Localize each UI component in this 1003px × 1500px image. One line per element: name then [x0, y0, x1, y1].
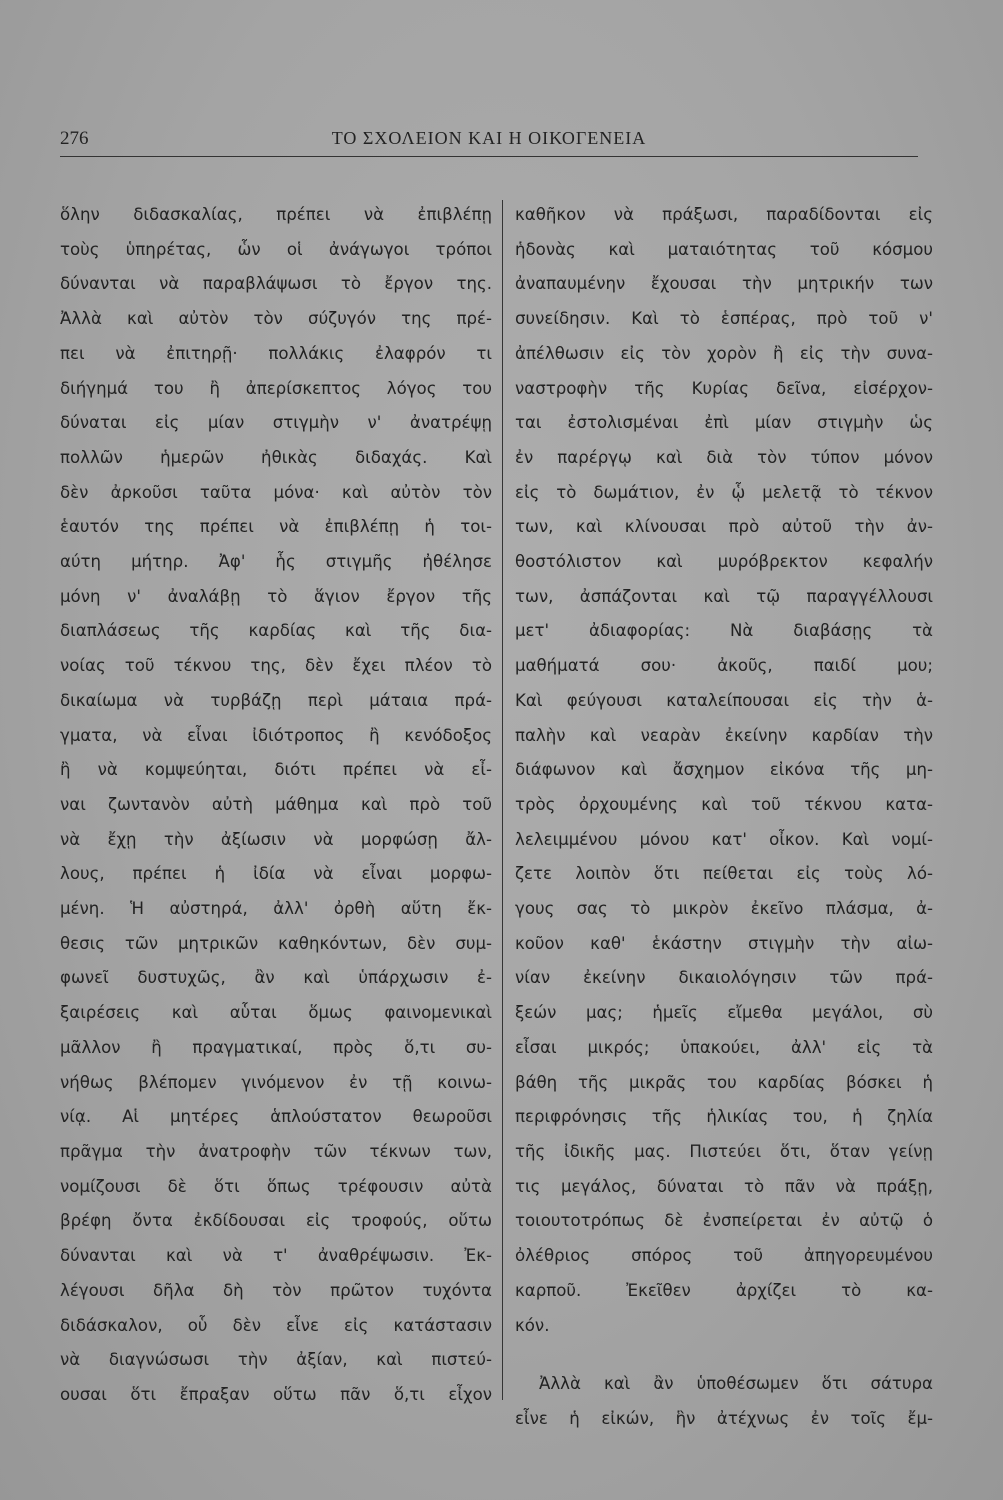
text-line: διαπλάσεως τῆς καρδίας καὶ τῆς δια-	[60, 621, 492, 641]
text-line: ναι ζωντανὸν αὐτὴ μάθημα καὶ πρὸ τοῦ	[60, 794, 492, 814]
text-line: μαθήματά σου· ἀκοῦς, παιδί μου;	[515, 656, 933, 676]
text-line: τῆς ἰδικῆς μας. Πιστεύει ὅτι, ὅταν γείνῃ	[515, 1141, 933, 1161]
text-line: κοῦον καθ' ἑκάστην στιγμὴν τὴν αἰω-	[515, 933, 933, 953]
text-line: διάφωνον καὶ ἄσχημον εἰκόνα τῆς μη-	[515, 760, 933, 780]
left-column	[60, 198, 492, 1418]
text-line: φωνεῖ δυστυχῶς, ἂν καὶ ὑπάρχωσιν ἐ-	[60, 968, 492, 988]
text-line: μόνη ν' ἀναλάβῃ τὸ ἅγιον ἔργον τῆς	[60, 586, 492, 606]
text-line: ἡδονὰς καὶ ματαιότητας τοῦ κόσμου	[515, 239, 933, 259]
text-line: πρᾶγμα τὴν ἀνατροφὴν τῶν τέκνων των,	[60, 1141, 492, 1161]
text-line: βάθη τῆς μικρᾶς του καρδίας βόσκει ἡ	[515, 1072, 933, 1092]
text-line: ουσαι ὅτι ἔπραξαν οὕτω πᾶν ὅ,τι εἶχον	[60, 1384, 492, 1404]
text-line: θεσις τῶν μητρικῶν καθηκόντων, δὲν συμ-	[60, 933, 492, 953]
paragraph-gap	[515, 1343, 933, 1367]
text-line: τοιουτοτρόπως δὲ ἐνσπείρεται ἐν αὐτῷ ὁ	[515, 1211, 933, 1231]
text-line: δύναται εἰς μίαν στιγμὴν ν' ἀνατρέψῃ	[60, 413, 492, 433]
header-rule	[60, 156, 918, 157]
right-column	[515, 198, 933, 1428]
text-line: νοίας τοῦ τέκνου της, δὲν ἔχει πλέον τὸ	[60, 656, 492, 676]
text-line: των, ἀσπάζονται καὶ τῷ παραγγέλλουσι	[515, 586, 933, 606]
running-title: ΤΟ ΣΧΟΛΕΙΟΝ ΚΑΙ Η ΟΙΚΟΓΕΝΕΙΑ	[331, 128, 647, 148]
text-line: ἐν παρέργῳ καὶ διὰ τὸν τύπον μόνον	[515, 447, 933, 467]
text-line: Ἀλλὰ καὶ ἂν ὑποθέσωμεν ὅτι σάτυρα	[539, 1374, 933, 1394]
text-line: εἰς τὸ δωμάτιον, ἐν ᾧ μελετᾷ τὸ τέκνον	[515, 482, 933, 502]
text-line: βρέφη ὄντα ἐκδίδουσαι εἰς τροφούς, οὕτω	[60, 1211, 492, 1231]
text-line: ξαιρέσεις καὶ αὗται ὅμως φαινομενικαὶ	[60, 1003, 492, 1023]
text-line: δὲν ἀρκοῦσι ταῦτα μόνα· καὶ αὐτὸν τὸν	[60, 482, 492, 502]
text-line: ἑαυτόν της πρέπει νὰ ἐπιβλέπῃ ἡ τοι-	[60, 517, 492, 537]
text-line: των, καὶ κλίνουσαι πρὸ αὐτοῦ τὴν ἀν-	[515, 517, 933, 537]
column-divider	[502, 200, 503, 1400]
text-line: ἀπέλθωσιν εἰς τὸν χορὸν ἢ εἰς τὴν συνα-	[515, 343, 933, 363]
text-line: νίαν ἐκείνην δικαιολόγησιν τῶν πρά-	[515, 968, 933, 988]
text-line: ναστροφὴν τῆς Κυρίας δεῖνα, εἰσέρχον-	[515, 378, 933, 398]
text-line: νίᾳ. Αἱ μητέρες ἁπλούστατον θεωροῦσι	[60, 1107, 492, 1127]
text-line: μᾶλλον ἢ πραγματικαί, πρὸς ὅ,τι συ-	[60, 1037, 492, 1057]
page-number: 276	[60, 128, 89, 149]
text-line: ξεών μας; ἡμεῖς εἴμεθα μεγάλοι, σὺ	[515, 1003, 933, 1023]
text-line: εἶνε ἡ εἰκών, ἣν ἀτέχνως ἐν τοῖς ἔμ-	[515, 1408, 933, 1428]
text-line: διήγημά του ἢ ἀπερίσκεπτος λόγος του	[60, 378, 492, 398]
text-line: παλὴν καὶ νεαρὰν ἐκείνην καρδίαν τὴν	[515, 725, 933, 745]
text-line: θοστόλιστον καὶ μυρόβρεκτον κεφαλήν	[515, 552, 933, 572]
text-line: ται ἐστολισμέναι ἐπὶ μίαν στιγμὴν ὡς	[515, 413, 933, 433]
text-line: νὰ διαγνώσωσι τὴν ἀξίαν, καὶ πιστεύ-	[60, 1350, 492, 1370]
text-line: διδάσκαλον, οὗ δὲν εἶνε εἰς κατάστασιν	[60, 1315, 492, 1335]
text-line: δικαίωμα νὰ τυρβάζῃ περὶ μάταια πρά-	[60, 690, 492, 710]
text-line: ὅλην διδασκαλίας, πρέπει νὰ ἐπιβλέπῃ	[60, 205, 492, 224]
text-line: συνείδησιν. Καὶ τὸ ἑσπέρας, πρὸ τοῦ ν'	[515, 309, 933, 329]
text-line: καρποῦ. Ἐκεῖθεν ἀρχίζει τὸ κα-	[515, 1280, 933, 1300]
text-line: εἶσαι μικρός; ὑπακούει, ἀλλ' εἰς τὰ	[515, 1037, 933, 1057]
text-line: ἀναπαυμένην ἔχουσαι τὴν μητρικήν των	[515, 274, 933, 294]
text-line: κόν.	[515, 1315, 550, 1335]
text-line: αύτη μήτηρ. Ἀφ' ἧς στιγμῆς ἠθέλησε	[60, 552, 492, 572]
text-line: Ἀλλὰ καὶ αὐτὸν τὸν σύζυγόν της πρέ-	[60, 309, 492, 329]
text-line: νομίζουσι δὲ ὅτι ὅπως τρέφουσιν αὐτὰ	[60, 1176, 492, 1196]
text-line: ἢ νὰ κομψεύηται, διότι πρέπει νὰ εἶ-	[60, 760, 492, 780]
text-line: ζετε λοιπὸν ὅτι πείθεται εἰς τοὺς λό-	[515, 864, 933, 884]
text-line: γματα, νὰ εἶναι ἰδιότροπος ἢ κενόδοξος	[60, 725, 492, 745]
text-line: νὰ ἔχῃ τὴν ἀξίωσιν νὰ μορφώσῃ ἄλ-	[60, 829, 492, 849]
text-line: δύνανται καὶ νὰ τ' ἀναθρέψωσιν. Ἐκ-	[60, 1246, 492, 1266]
text-line: τρὸς ὀρχουμένης καὶ τοῦ τέκνου κατα-	[515, 794, 933, 814]
text-line: δύνανται νὰ παραβλάψωσι τὸ ἔργον της.	[60, 274, 492, 294]
text-line: λους, πρέπει ἡ ἰδία νὰ εἶναι μορφω-	[60, 864, 492, 884]
text-line: καθῆκον νὰ πράξωσι, παραδίδονται εἰς	[515, 205, 933, 224]
text-line: λελειμμένου μόνου κατ' οἶκον. Καὶ νομί-	[515, 829, 933, 849]
text-line: τοὺς ὑπηρέτας, ὧν οἱ ἀνάγωγοι τρόποι	[60, 239, 492, 259]
text-line: τις μεγάλος, δύναται τὸ πᾶν νὰ πράξῃ,	[515, 1176, 933, 1196]
text-line: πολλῶν ἡμερῶν ἠθικὰς διδαχάς. Καὶ	[60, 447, 492, 467]
text-line: πει νὰ ἐπιτηρῇ· πολλάκις ἐλαφρόν τι	[60, 343, 492, 363]
text-line: μένη. Ἡ αὐστηρά, ἀλλ' ὀρθὴ αὕτη ἔκ-	[60, 899, 492, 919]
page-header	[60, 118, 918, 158]
text-line: νήθως βλέπομεν γινόμενον ἐν τῇ κοινω-	[60, 1072, 492, 1092]
text-line: μετ' ἀδιαφορίας: Νὰ διαβάσῃς τὰ	[515, 621, 933, 641]
text-line: Καὶ φεύγουσι καταλείπουσαι εἰς τὴν ἁ-	[515, 690, 933, 710]
text-line: ὀλέθριος σπόρος τοῦ ἀπηγορευμένου	[515, 1246, 933, 1266]
text-line: περιφρόνησις τῆς ἡλικίας του, ἡ ζηλία	[515, 1107, 933, 1127]
text-line: γους σας τὸ μικρὸν ἐκεῖνο πλάσμα, ἀ-	[515, 899, 933, 919]
text-line: λέγουσι δῆλα δὴ τὸν πρῶτον τυχόντα	[60, 1280, 492, 1300]
